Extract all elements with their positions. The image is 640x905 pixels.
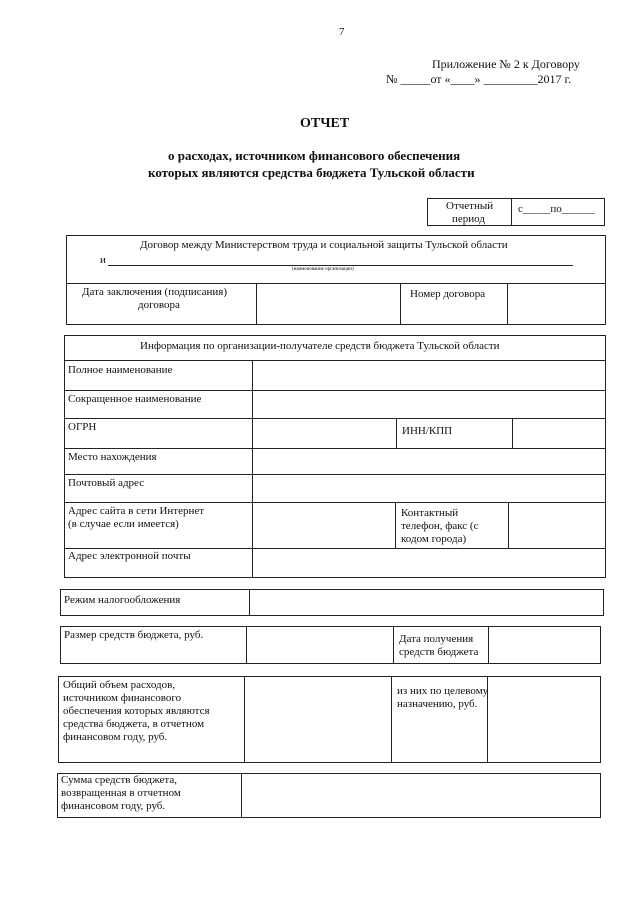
inn-kpp-label: ИНН/КПП [402,425,453,437]
contract-date-label: Дата заключения (подписания) [82,286,228,298]
contract-heading: Договор между Министерством труда и социальной защиты Тульской области [140,239,508,251]
target-expenses-label: из них по целевому [397,685,489,697]
reporting-period-value: с_____по______ [518,203,595,215]
tax-regime-label: Режим налогообложения [64,594,181,606]
ogrn-label: ОГРН [68,421,97,433]
website-label: Адрес сайта в сети Интернет [68,505,205,517]
returned-funds-label: Сумма средств бюджета, [61,774,178,786]
subtitle-line-1: о расходах, источником финансового обеспечения [168,148,461,163]
budget-amount-label: Размер средств бюджета, руб. [64,629,204,641]
full-name-label: Полное наименование [68,364,173,376]
appendix-label: Приложение № 2 к Договору [432,57,580,71]
org-name-caption: (наименование организации) [292,267,354,272]
email-label: Адрес электронной почты [68,550,191,562]
reporting-period-label: Отчетный [446,200,494,212]
page-number: 7 [339,26,345,38]
contract-and: и [100,254,106,266]
contract-reference: № _____от «____» _________2017 г. [386,72,572,86]
org-info-heading: Информация по организации-получателе средств бюджета Тульской области [140,340,500,352]
page-title: ОТЧЕТ [300,116,350,131]
contact-phone-label: Контактный [401,507,459,519]
short-name-label: Сокращенное наименование [68,393,202,405]
contract-number-label: Номер договора [410,288,486,300]
receipt-date-label: Дата получения [399,633,474,645]
total-expenses-label: Общий объем расходов, [63,679,176,691]
postal-address-label: Почтовый адрес [68,477,145,489]
location-label: Место нахождения [68,451,157,463]
subtitle-line-2: которых являются средства бюджета Тульской области [148,165,475,180]
